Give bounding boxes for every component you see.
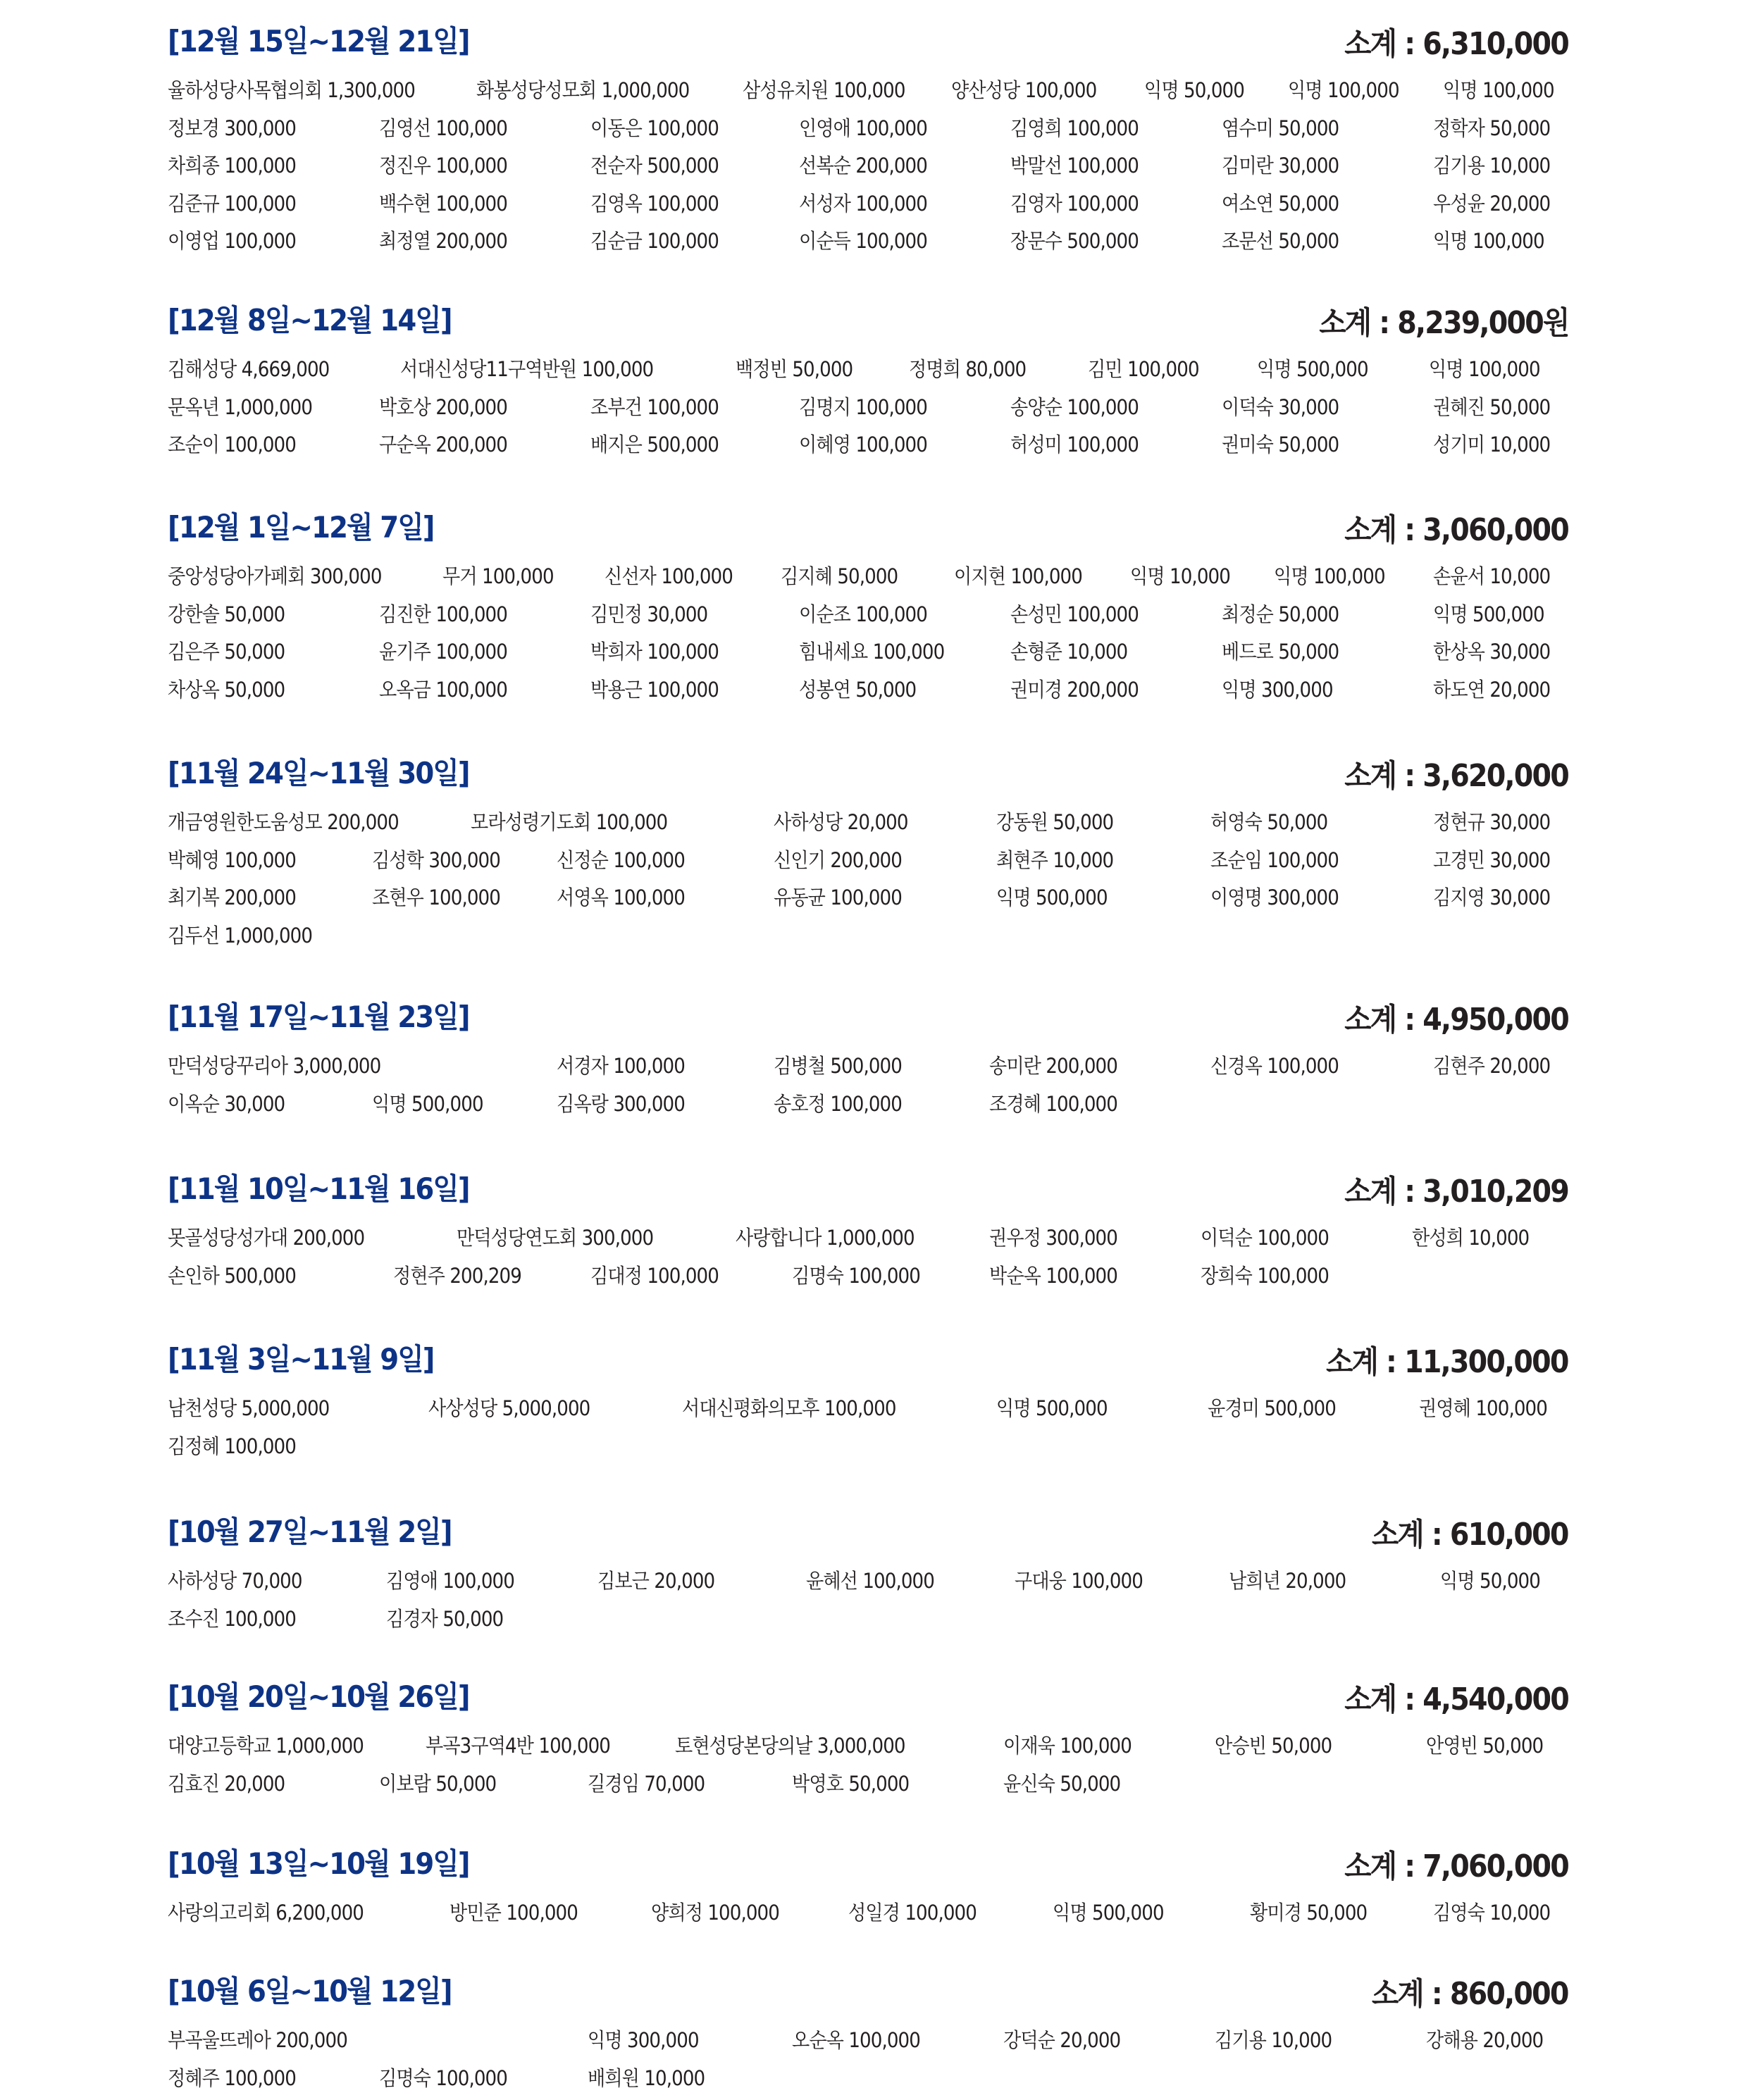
subtotal: 소계 : 6,310,000 <box>1344 18 1568 63</box>
donor-entry: 하도연 20,000 <box>1433 674 1550 703</box>
donor-rows <box>168 1565 1568 1641</box>
section-header <box>168 1509 1568 1551</box>
donor-entry: 박혜영 100,000 <box>168 845 296 874</box>
donor-entry: 김순금 100,000 <box>590 225 719 254</box>
donation-week-section <box>168 1841 1568 1935</box>
donor-entry: 송호정 100,000 <box>774 1088 902 1117</box>
donor-rows <box>168 1050 1568 1126</box>
donor-row <box>168 429 1568 467</box>
donor-row <box>168 113 1568 151</box>
donor-entry: 익명 50,000 <box>1144 75 1244 104</box>
donor-rows <box>168 75 1568 263</box>
subtotal: 소계 : 8,239,000원 <box>1319 297 1568 342</box>
donor-entry: 김미란 30,000 <box>1222 150 1339 179</box>
donation-week-section <box>168 994 1568 1126</box>
donor-entry: 익명 100,000 <box>1443 75 1554 104</box>
donor-entry: 김영옥 100,000 <box>590 188 719 217</box>
donor-row <box>168 1565 1568 1603</box>
donor-entry: 조경혜 100,000 <box>989 1088 1117 1117</box>
donor-rows <box>168 807 1568 957</box>
donor-row <box>168 920 1568 958</box>
donor-entry: 조수진 100,000 <box>168 1603 296 1632</box>
donor-entry: 김해성당 4,669,000 <box>168 354 329 383</box>
donor-entry: 정현규 30,000 <box>1433 807 1550 835</box>
donor-entry: 토현성당본당의날 3,000,000 <box>675 1730 905 1759</box>
donor-entry: 남희년 20,000 <box>1229 1565 1346 1594</box>
donor-entry: 신선자 100,000 <box>605 561 733 590</box>
donor-entry: 송양순 100,000 <box>1010 392 1139 421</box>
donor-entry: 정보경 300,000 <box>168 113 296 142</box>
donor-entry: 남천성당 5,000,000 <box>168 1393 329 1422</box>
period-heading: [11월 24일~11월 30일] <box>168 750 469 793</box>
donor-entry: 이보람 50,000 <box>379 1768 496 1797</box>
donor-entry: 오옥금 100,000 <box>379 674 507 703</box>
donor-entry: 개금영원한도움성모 200,000 <box>168 807 399 835</box>
donor-entry: 손윤서 10,000 <box>1433 561 1550 590</box>
donor-entry: 여소연 50,000 <box>1222 188 1339 217</box>
donor-entry: 서성자 100,000 <box>799 188 927 217</box>
donor-entry: 만덕성당연도회 300,000 <box>457 1222 653 1251</box>
donor-entry: 방민준 100,000 <box>450 1897 578 1926</box>
donor-rows <box>168 354 1568 467</box>
donor-row <box>168 882 1568 920</box>
donor-entry: 강해용 20,000 <box>1426 2025 1543 2054</box>
period-heading: [10월 13일~10월 19일] <box>168 1841 469 1883</box>
section-header <box>168 1336 1568 1379</box>
donor-entry: 양희정 100,000 <box>651 1897 779 1926</box>
donor-entry: 익명 500,000 <box>996 882 1108 911</box>
donor-entry: 권미숙 50,000 <box>1222 429 1339 458</box>
donor-entry: 익명 50,000 <box>1440 1565 1540 1594</box>
donor-entry: 차희종 100,000 <box>168 150 296 179</box>
donor-row <box>168 2063 1568 2100</box>
donor-entry: 문옥년 1,000,000 <box>168 392 312 421</box>
period-heading: [10월 6일~10월 12일] <box>168 1968 452 2011</box>
donor-row <box>168 354 1568 392</box>
donor-entry: 권우정 300,000 <box>989 1222 1117 1251</box>
donor-entry: 허영숙 50,000 <box>1210 807 1327 835</box>
donor-entry: 김정혜 100,000 <box>168 1431 296 1460</box>
donor-entry: 성봉연 50,000 <box>799 674 916 703</box>
donor-entry: 전순자 500,000 <box>590 150 719 179</box>
donation-week-section <box>168 18 1568 263</box>
donor-row <box>168 636 1568 674</box>
donor-entry: 익명 500,000 <box>1053 1897 1164 1926</box>
donor-entry: 김준규 100,000 <box>168 188 296 217</box>
donor-entry: 김옥랑 300,000 <box>557 1088 685 1117</box>
donor-entry: 한상옥 30,000 <box>1433 636 1550 665</box>
donor-entry: 윤신숙 50,000 <box>1003 1768 1120 1797</box>
donor-entry: 못골성당성가대 200,000 <box>168 1222 364 1251</box>
donor-entry: 이동은 100,000 <box>590 113 719 142</box>
donor-entry: 윤경미 500,000 <box>1208 1393 1336 1422</box>
donor-entry: 황미경 50,000 <box>1250 1897 1367 1926</box>
donor-entry: 김대정 100,000 <box>590 1260 719 1289</box>
donor-entry: 정현주 200,209 <box>393 1260 521 1289</box>
donor-entry: 익명 100,000 <box>1274 561 1385 590</box>
section-header <box>168 1968 1568 2011</box>
donor-entry: 안승빈 50,000 <box>1215 1730 1332 1759</box>
donor-entry: 이지현 100,000 <box>954 561 1082 590</box>
donor-entry: 김기용 10,000 <box>1215 2025 1332 2054</box>
donor-entry: 이덕숙 30,000 <box>1222 392 1339 421</box>
donor-entry: 강한솔 50,000 <box>168 599 285 628</box>
donor-entry: 차상옥 50,000 <box>168 674 285 703</box>
donor-entry: 대양고등학교 1,000,000 <box>168 1730 364 1759</box>
donor-entry: 김민 100,000 <box>1088 354 1199 383</box>
donation-week-section <box>168 1968 1568 2100</box>
donor-entry: 백수현 100,000 <box>379 188 507 217</box>
donor-entry: 고경민 30,000 <box>1433 845 1550 874</box>
donor-entry: 김영희 100,000 <box>1010 113 1139 142</box>
donor-row <box>168 1603 1568 1641</box>
section-header <box>168 18 1568 61</box>
donor-entry: 김보근 20,000 <box>597 1565 714 1594</box>
donor-row <box>168 561 1568 599</box>
donor-entry: 선복순 200,000 <box>799 150 927 179</box>
donor-rows <box>168 1730 1568 1806</box>
donor-row <box>168 1393 1568 1431</box>
donor-entry: 신인기 200,000 <box>774 845 902 874</box>
section-header <box>168 994 1568 1036</box>
period-heading: [12월 1일~12월 7일] <box>168 504 434 547</box>
donor-entry: 김효진 20,000 <box>168 1768 285 1797</box>
donor-entry: 부곡3구역4반 100,000 <box>426 1730 610 1759</box>
donor-entry: 안영빈 50,000 <box>1426 1730 1543 1759</box>
donor-entry: 익명 500,000 <box>1257 354 1368 383</box>
donor-entry: 김지혜 50,000 <box>781 561 898 590</box>
period-heading: [10월 20일~10월 26일] <box>168 1674 469 1716</box>
donor-entry: 유동균 100,000 <box>774 882 902 911</box>
donor-entry: 손성민 100,000 <box>1010 599 1139 628</box>
donor-entry: 김지영 30,000 <box>1433 882 1550 911</box>
donor-entry: 우성윤 20,000 <box>1433 188 1550 217</box>
donor-entry: 성일경 100,000 <box>848 1897 977 1926</box>
donor-entry: 사랑의고리회 6,200,000 <box>168 1897 364 1926</box>
donor-entry: 손인하 500,000 <box>168 1260 296 1289</box>
donor-entry: 장희숙 100,000 <box>1201 1260 1329 1289</box>
subtotal: 소계 : 7,060,000 <box>1344 1841 1568 1886</box>
donor-row <box>168 1260 1568 1298</box>
donor-row <box>168 188 1568 226</box>
donor-entry: 신경옥 100,000 <box>1210 1050 1339 1079</box>
donor-entry: 사상성당 5,000,000 <box>428 1393 590 1422</box>
subtotal: 소계 : 3,060,000 <box>1344 504 1568 549</box>
donor-entry: 부곡울뜨레아 200,000 <box>168 2025 347 2054</box>
donor-entry: 김두선 1,000,000 <box>168 920 312 949</box>
subtotal: 소계 : 4,950,000 <box>1344 994 1568 1039</box>
period-heading: [12월 8일~12월 14일] <box>168 297 452 340</box>
section-header <box>168 1166 1568 1208</box>
period-heading: [11월 17일~11월 23일] <box>168 994 469 1036</box>
donor-entry: 최현주 10,000 <box>996 845 1113 874</box>
donor-row <box>168 75 1568 113</box>
donor-entry: 만덕성당꾸리아 3,000,000 <box>168 1050 380 1079</box>
donation-week-section <box>168 750 1568 957</box>
donor-entry: 이옥순 30,000 <box>168 1088 285 1117</box>
donor-entry: 삼성유치원 100,000 <box>743 75 905 104</box>
donor-entry: 박희자 100,000 <box>590 636 719 665</box>
donor-entry: 한성희 10,000 <box>1412 1222 1529 1251</box>
donor-entry: 김은주 50,000 <box>168 636 285 665</box>
donor-entry: 박말선 100,000 <box>1010 150 1139 179</box>
donor-entry: 윤기주 100,000 <box>379 636 507 665</box>
donor-entry: 율하성당사목협의회 1,300,000 <box>168 75 415 104</box>
donor-entry: 김명숙 100,000 <box>792 1260 920 1289</box>
section-header <box>168 1674 1568 1716</box>
section-header <box>168 504 1568 547</box>
donor-entry: 신정순 100,000 <box>557 845 685 874</box>
donor-row <box>168 150 1568 188</box>
donor-entry: 김기용 10,000 <box>1433 150 1550 179</box>
donor-entry: 사랑합니다 1,000,000 <box>736 1222 915 1251</box>
donor-entry: 정혜주 100,000 <box>168 2063 296 2092</box>
donor-entry: 이순조 100,000 <box>799 599 927 628</box>
donor-entry: 최정순 50,000 <box>1222 599 1339 628</box>
donor-entry: 익명 100,000 <box>1429 354 1540 383</box>
donation-week-section <box>168 504 1568 712</box>
donor-entry: 김민정 30,000 <box>590 599 707 628</box>
donation-week-section <box>168 1166 1568 1298</box>
donor-entry: 구대웅 100,000 <box>1015 1565 1143 1594</box>
donor-entry: 이영업 100,000 <box>168 225 296 254</box>
donor-rows <box>168 561 1568 712</box>
donor-entry: 사하성당 70,000 <box>168 1565 302 1594</box>
donor-entry: 박영호 50,000 <box>792 1768 909 1797</box>
section-header <box>168 297 1568 340</box>
donor-entry: 김진한 100,000 <box>379 599 507 628</box>
donor-entry: 화봉성당성모회 1,000,000 <box>476 75 689 104</box>
donor-entry: 익명 300,000 <box>588 2025 699 2054</box>
donor-entry: 송미란 200,000 <box>989 1050 1117 1079</box>
donor-entry: 익명 300,000 <box>1222 674 1333 703</box>
donor-entry: 익명 10,000 <box>1130 561 1230 590</box>
donor-entry: 정명희 80,000 <box>909 354 1026 383</box>
donor-entry: 인영애 100,000 <box>799 113 927 142</box>
subtotal: 소계 : 3,010,209 <box>1344 1166 1568 1211</box>
donor-row <box>168 1050 1568 1088</box>
section-header <box>168 750 1568 793</box>
donor-entry: 강동원 50,000 <box>996 807 1113 835</box>
period-heading: [11월 3일~11월 9일] <box>168 1336 434 1379</box>
section-header <box>168 1841 1568 1883</box>
donor-entry: 손형준 10,000 <box>1010 636 1127 665</box>
donor-entry: 김영애 100,000 <box>386 1565 514 1594</box>
donor-entry: 배희원 10,000 <box>588 2063 705 2092</box>
donor-entry: 모라성령기도회 100,000 <box>471 807 667 835</box>
donor-entry: 박용근 100,000 <box>590 674 719 703</box>
donor-entry: 권영혜 100,000 <box>1419 1393 1547 1422</box>
donor-row <box>168 845 1568 883</box>
donor-entry: 구순옥 200,000 <box>379 429 507 458</box>
donor-entry: 사하성당 20,000 <box>774 807 908 835</box>
subtotal: 소계 : 4,540,000 <box>1344 1674 1568 1719</box>
donor-entry: 김영선 100,000 <box>379 113 507 142</box>
donor-entry: 서대신평화의모후 100,000 <box>682 1393 896 1422</box>
donor-row <box>168 1730 1568 1768</box>
donor-entry: 길경임 70,000 <box>588 1768 705 1797</box>
donor-entry: 익명 500,000 <box>996 1393 1108 1422</box>
donor-entry: 정학자 50,000 <box>1433 113 1550 142</box>
donor-entry: 이영명 300,000 <box>1210 882 1339 911</box>
donor-entry: 조부건 100,000 <box>590 392 719 421</box>
donor-entry: 김명숙 100,000 <box>379 2063 507 2092</box>
donor-rows <box>168 1222 1568 1298</box>
donor-entry: 서경자 100,000 <box>557 1050 685 1079</box>
donor-entry: 윤혜선 100,000 <box>806 1565 934 1594</box>
donor-entry: 김경자 50,000 <box>386 1603 503 1632</box>
donor-entry: 김영숙 10,000 <box>1433 1897 1550 1926</box>
donor-entry: 김성학 300,000 <box>372 845 500 874</box>
donor-row <box>168 1431 1568 1469</box>
donor-entry: 허성미 100,000 <box>1010 429 1139 458</box>
period-heading: [11월 10일~11월 16일] <box>168 1166 469 1208</box>
donor-entry: 익명 100,000 <box>1433 225 1544 254</box>
donor-entry: 양산성당 100,000 <box>951 75 1096 104</box>
donor-entry: 익명 500,000 <box>1433 599 1544 628</box>
donation-week-section <box>168 1336 1568 1468</box>
donor-row <box>168 1768 1568 1806</box>
donor-entry: 박호상 200,000 <box>379 392 507 421</box>
donor-row <box>168 225 1568 263</box>
donor-entry: 최기복 200,000 <box>168 882 296 911</box>
subtotal: 소계 : 11,300,000 <box>1327 1336 1568 1381</box>
donor-row <box>168 807 1568 845</box>
donor-entry: 조문선 50,000 <box>1222 225 1339 254</box>
subtotal: 소계 : 860,000 <box>1372 1968 1568 2013</box>
donor-entry: 염수미 50,000 <box>1222 113 1339 142</box>
subtotal: 소계 : 610,000 <box>1372 1509 1568 1554</box>
donor-row <box>168 1222 1568 1260</box>
donor-entry: 성기미 10,000 <box>1433 429 1550 458</box>
period-heading: [12월 15일~12월 21일] <box>168 18 469 61</box>
donor-entry: 오순옥 100,000 <box>792 2025 920 2054</box>
donor-entry: 조순이 100,000 <box>168 429 296 458</box>
donor-entry: 베드로 50,000 <box>1222 636 1339 665</box>
donor-row <box>168 2025 1568 2063</box>
period-heading: [10월 27일~11월 2일] <box>168 1509 452 1551</box>
donation-week-section <box>168 1674 1568 1806</box>
donor-entry: 김영자 100,000 <box>1010 188 1139 217</box>
donor-entry: 이덕순 100,000 <box>1201 1222 1329 1251</box>
donor-entry: 권혜진 50,000 <box>1433 392 1550 421</box>
donor-entry: 힘내세요 100,000 <box>799 636 944 665</box>
donor-entry: 최정열 200,000 <box>379 225 507 254</box>
donor-entry: 김명지 100,000 <box>799 392 927 421</box>
donor-entry: 김병철 500,000 <box>774 1050 902 1079</box>
donor-entry: 박순옥 100,000 <box>989 1260 1117 1289</box>
donor-entry: 서대신성당11구역반원 100,000 <box>400 354 653 383</box>
donor-entry: 배지은 500,000 <box>590 429 719 458</box>
donation-week-section <box>168 1509 1568 1641</box>
donor-entry: 조순임 100,000 <box>1210 845 1339 874</box>
donor-rows <box>168 1393 1568 1468</box>
donation-week-section <box>168 297 1568 467</box>
subtotal: 소계 : 3,620,000 <box>1344 750 1568 795</box>
donor-row <box>168 599 1568 637</box>
donor-rows <box>168 1897 1568 1935</box>
donor-entry: 조현우 100,000 <box>372 882 500 911</box>
donor-entry: 익명 100,000 <box>1288 75 1399 104</box>
donor-entry: 중앙성당아가페회 300,000 <box>168 561 382 590</box>
donor-entry: 정진우 100,000 <box>379 150 507 179</box>
donor-entry: 권미경 200,000 <box>1010 674 1139 703</box>
donor-entry: 이순득 100,000 <box>799 225 927 254</box>
donor-entry: 이혜영 100,000 <box>799 429 927 458</box>
donor-row <box>168 392 1568 430</box>
donor-row <box>168 1088 1568 1126</box>
donor-entry: 김현주 20,000 <box>1433 1050 1550 1079</box>
donor-entry: 장문수 500,000 <box>1010 225 1139 254</box>
donor-entry: 백정빈 50,000 <box>736 354 853 383</box>
donor-entry: 강덕순 20,000 <box>1003 2025 1120 2054</box>
donor-rows <box>168 2025 1568 2100</box>
donor-entry: 무거 100,000 <box>442 561 554 590</box>
donor-entry: 익명 500,000 <box>372 1088 483 1117</box>
donor-entry: 서영옥 100,000 <box>557 882 685 911</box>
donor-row <box>168 1897 1568 1935</box>
donor-entry: 이재욱 100,000 <box>1003 1730 1132 1759</box>
donor-row <box>168 674 1568 712</box>
